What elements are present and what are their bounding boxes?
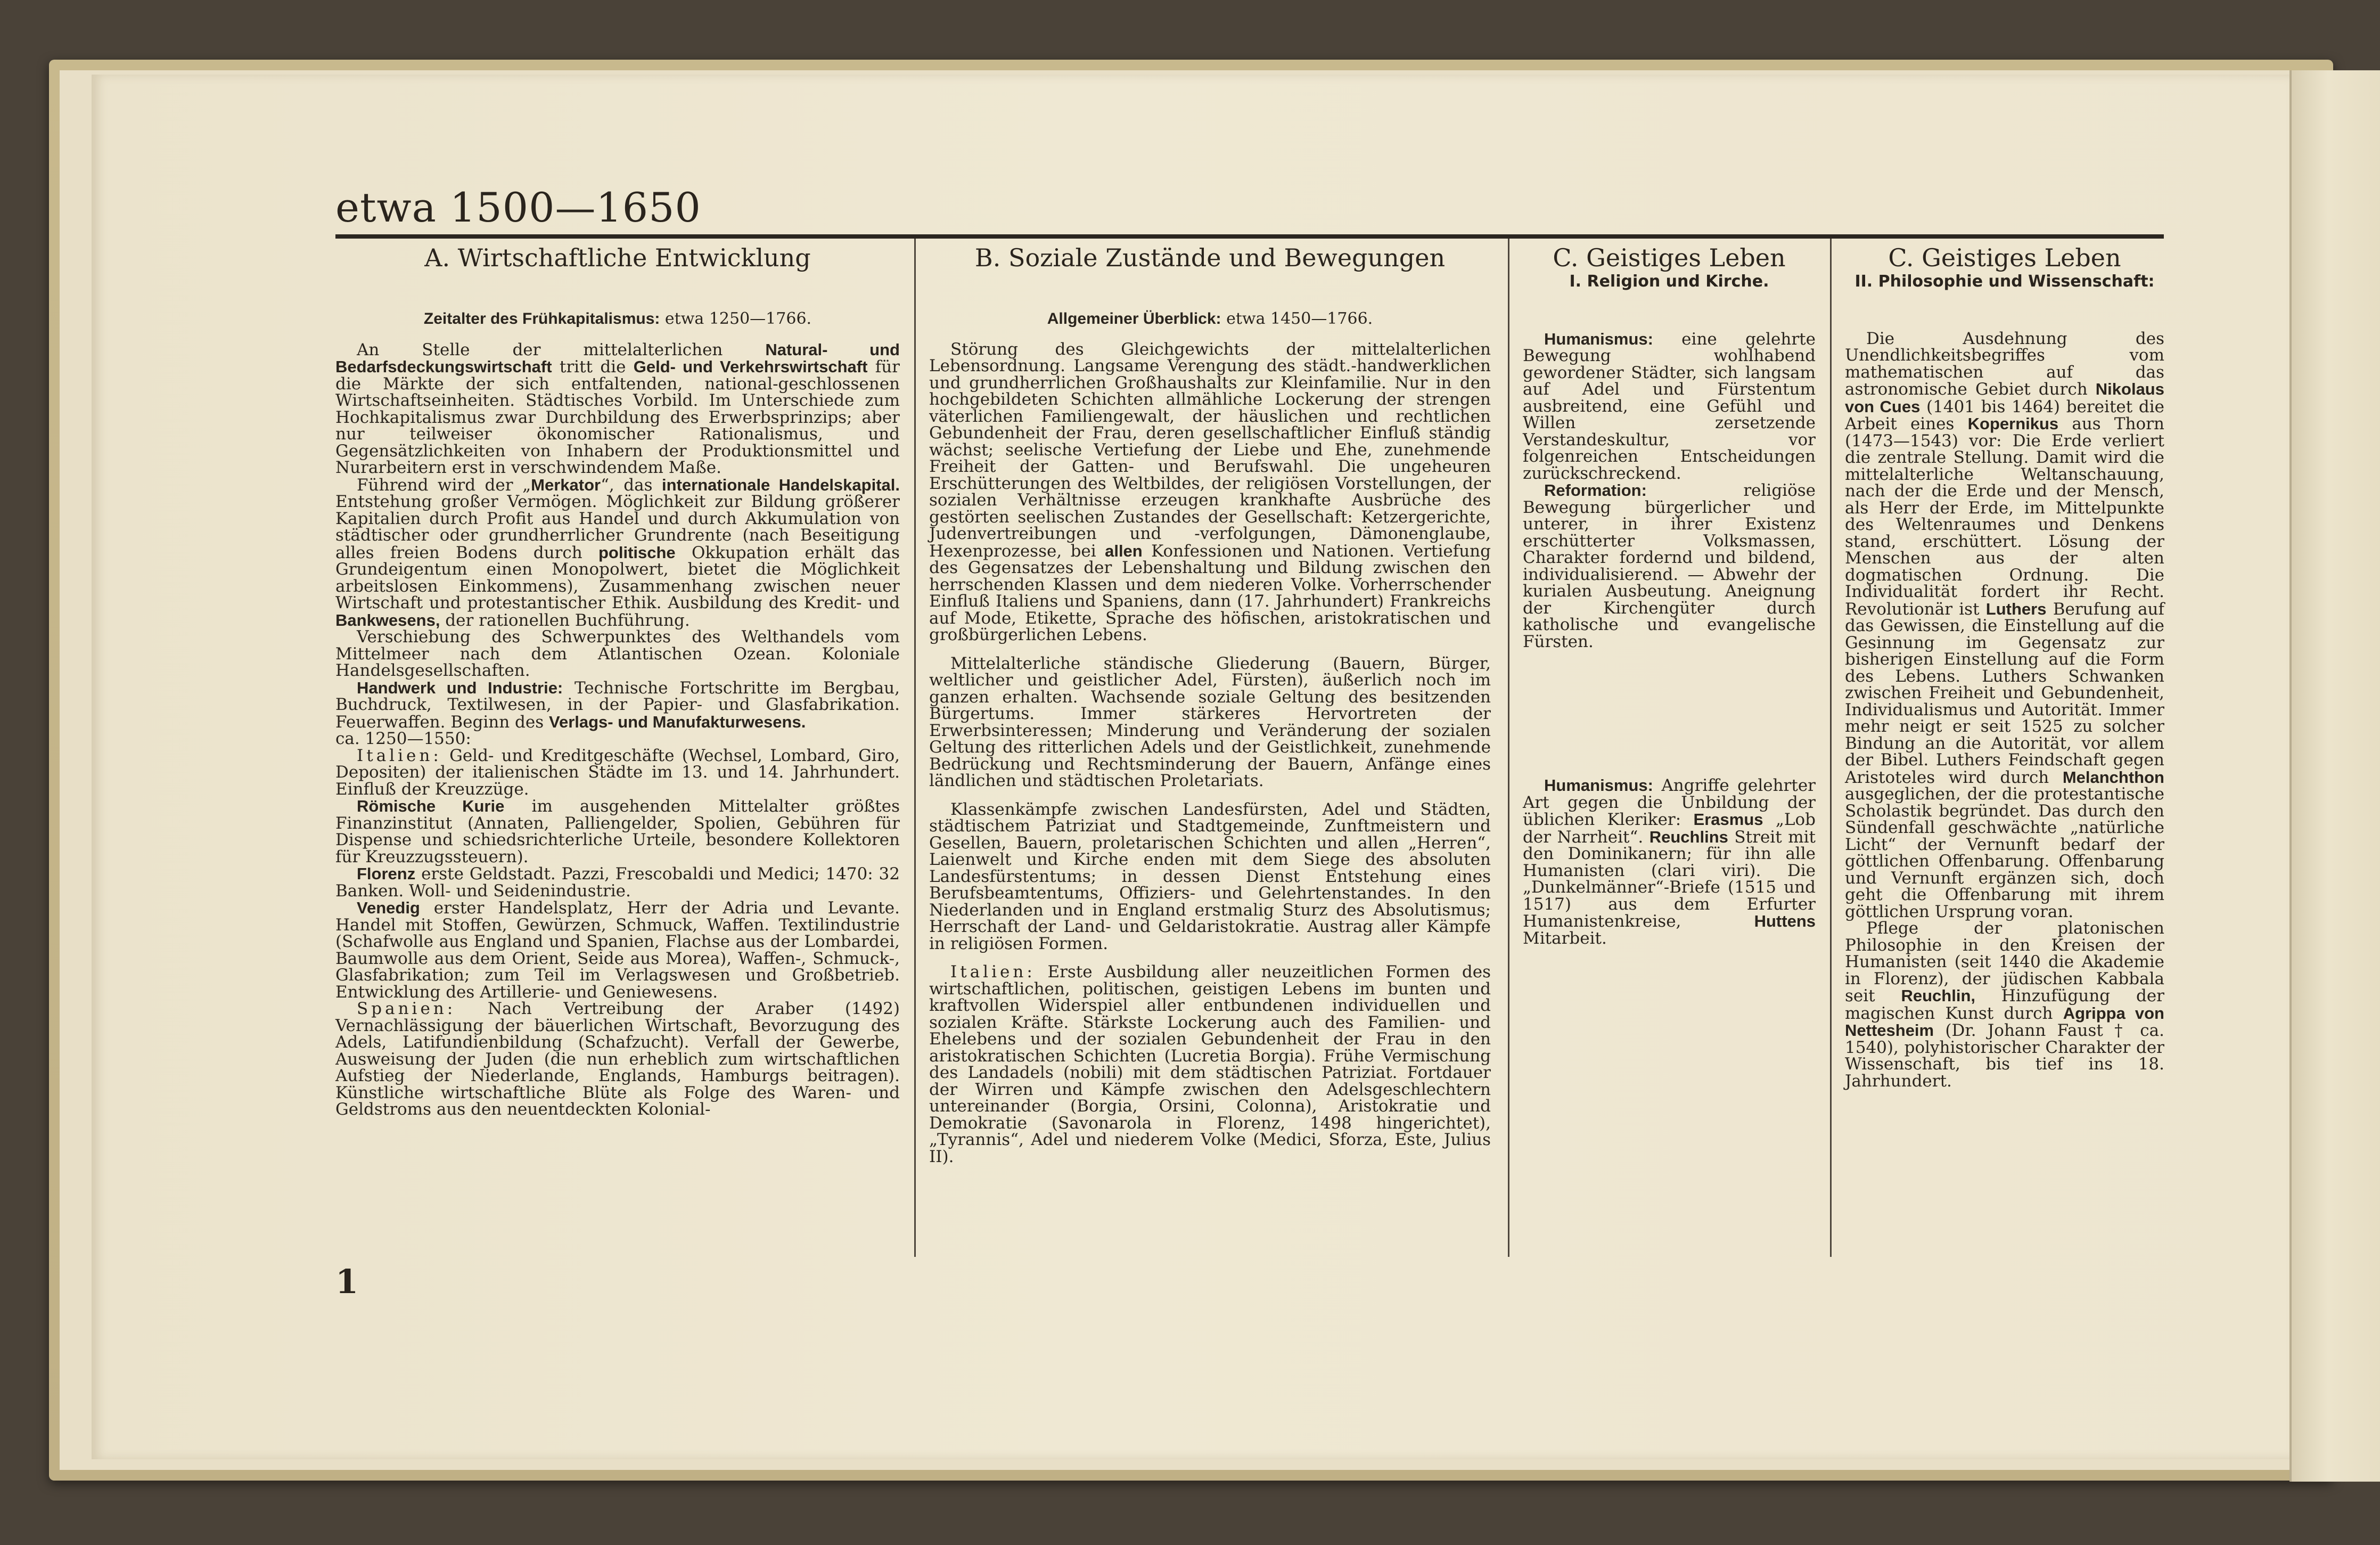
paragraph: Humanismus: eine gelehrte Bewegung wohlhabend gewordener Städter, sich langsam auf Adel und Fürstentum ausbreitend, eine Gefühl und Willen zersetzende Verstandeskultur, vor folgenreichen Entscheidungen zurückschreckend. [1523,329,1816,483]
next-page-edge [2289,70,2380,1482]
paragraph: Italien: Erste Ausbildung aller neuzeitlichen Formen des wirtschaftlichen, politischen, geistigen Lebens im bunten und kraftvollen Widerspiel aller entbundenen individuellen und sozialen Kräfte. Stärkste Lockerung auch des Familien- und Ehelebens und der sozialen Gebundenheit der Frau in den aristokratischen Schichten (Lucretia Borgia). Frühe Vermischung des Landadels (nobili) mit dem städtischen Patriziat. Fortdauer der Wirren und Kämpfe zwischen den Adelsgeschlechtern untereinander (Borgia, Orsini, Colonna), Aristokratie und Demokratie (Savonarola in Florenz, 1498 hingerichtet), „Tyrannis“, Adel und niederem Volke (Medici, Sforza, Este, Julius II). [929,962,1491,1166]
section-heading: Allgemeiner Überblick: etwa 1450—1766. [1047,309,1373,328]
paragraph: Die Ausdehnung des Unendlichkeitsbegriffes vom mathematischen auf das astronomische Gebiet durch Nikolaus von Cues (1401 bis 1464) bereitet die Arbeit eines Kopernikus aus Thorn (1473—1543) vor: Die Erde verliert die zentrale Stellung. Damit wird die mittelalterliche Weltanschauung, nach der die Erde und der Mensch, als Herr der Erde, im Mittelpunkte des Weltenraumes und Denkens stand, erschüttert. Lösung der Menschen aus der alten dogmatischen Ordnung. Die Individualität fordert ihr Recht. Revolutionär ist Luthers Berufung auf das Gewissen, die Einstellung auf die Gesinnung im Gegensatz zur bisherigen Einstellung auf die Form des Lebens. Luthers Schwanken zwischen Freiheit und Gebundenheit, Individualismus und Autorität. Immer mehr neigt er seit 1525 zu solcher Bindung an die Autorität, vor allem der Bibel. Luthers Feindschaft gegen Aristoteles wird durch Melanchthon ausgeglichen, der die protestantische Scholastik begründet. Das durch den Sündenfall geschwächte „natürliche Licht“ der Vernunft bedarf der göttlichen Offenbarung. Offenbarung und Vernunft ergänzen sich, doch geht die Offenbarung mit ihrem göttlichen Ursprung voran. [1845,329,2165,921]
paragraph: Pflege der platonischen Philosophie in den Kreisen der Humanisten (seit 1440 die Akademie in Florenz), der jüdischen Kabbala seit Reuchlin, Hinzufügung der magischen Kunst durch Agrippa von Nettesheim (Dr. Johann Faust † ca. 1540), polyhistorischer Charakter der Wissenschaft, bis tief ins 18. Jahrhundert. [1845,919,2164,1091]
column-divider [1830,239,1832,1257]
paragraph: An Stelle der mittelalterlichen Natural- und Bedarfsdeckungswirtschaft tritt die Geld- und Verkehrswirtschaft für die Märkte der sich entfaltenden, national-geschlossenen Wirtschaftseinheiten. Städtisches Vorbild. Im Unterschiede zum Hochkapitalismus zwar Durchbildung des Erwerbsprinzips; aber nur teilweiser ökonomischer Rationalismus, und Gegensätzlichkeiten von Inhabern der Produktionsmittel und Nurarbeitern erst in verschwindendem Maße. [335,340,900,477]
column-divider [1508,239,1509,1257]
paragraph: Mittelalterliche ständische Gliederung (Bauern, Bürger, weltlicher und geistlicher Adel, Fürsten), äußerlich noch im ganzen erhalten. Wachsende soziale Geltung des besitzenden Bürgertums. Immer stärkeres Hervortreten der Erwerbsinteressen; Minderung und Veränderung der sozialen Geltung des ritterlichen Adels und der Geistlichkeit, zunehmende Bedrückung und Rechtsminderung der Bauern, Anfänge eines ländlichen und städtischen Proletariats. [929,653,1491,790]
paragraph: Verschiebung des Schwerpunktes des Welthandels vom Mittelmeer nach dem Atlantischen Ozean. Koloniale Handelsgesellschaften. [335,627,900,680]
paragraph: Venedig erster Handelsplatz, Herr der Adria und Levante. Handel mit Stoffen, Gewürzen, Schmuck, Waffen. Textilindustrie (Schafwolle aus England und Spanien, Flachse aus der Lombardei, Baumwolle aus dem Orient, Seide aus Morea), Waffen-, Schmuck-, Glasfabrikation; zum Teil im Verlagswesen und Großbetrieb. Entwicklung des Artillerie- und Geniewesens. [335,898,900,1002]
column-economy [335,242,900,1118]
page-title: etwa 1500—1650 [335,184,701,231]
paragraph: Störung des Gleichgewichts der mittelalterlichen Lebensordnung. Langsame Verengung des städt.-handwerklichen und grundherrlichen Großhaushalts zur Kleinfamilie. Nur in den hochgebildeten Schichten allmähliche Lockerung der strengen väterlichen Familiengewalt, der häuslichen und rechtlichen Gebundenheit der Frau, deren gesellschaftlicher Einfluß ständig wächst; seelische Vertiefung der Liebe und Ehe, zunehmende Freiheit der Gatten- und Berufswahl. Die ungeheuren Erschütterungen des Weltbildes, der religiösen Vorstellungen, der sozialen Verhältnisse erzeugen krankhafte Ausbrüche des gestörten seelischen Zustandes der Gesellschaft: Ketzergerichte, Judenvertreibungen und -verfolgungen, Dämonenglaube, Hexenprozesse, bei allen Konfessionen und Nationen. Vertiefung des Gegensatzes der Lebenshaltung und Bildung zwischen den herrschenden Klassen und dem niederen Volke. Vorherrschender Einfluß Italiens und Spaniens, dann (17. Jahrhundert) Frankreichs auf Mode, Etikette, Sprache des höfischen, aristokratischen und großbürgerlichen Lebens. [929,339,1491,644]
column-heading: A. Wirtschaftliche Entwicklung [424,243,811,272]
paragraph: Italien: Geld- und Kreditgeschäfte (Wechsel, Lombard, Giro, Depositen) der italienischen Städte im 13. und 14. Jahrhundert. Einfluß der Kreuzzüge. [335,746,900,799]
paragraph: Florenz erste Geldstadt. Pazzi, Frescobaldi und Medici; 1470: 32 Banken. Woll- und Seidenindustrie. [335,864,900,901]
column-divider [914,239,916,1257]
paragraph: Klassenkämpfe zwischen Landesfürsten, Adel und Städten, städtischem Patriziat und Stadtgemeinde, Zunftmeistern und Gesellen, Bauern, proletarischen Schichten und allen „Herren“, Laienwelt und Kirche enden mit dem Siege des absoluten Landesfürstentums; in dessen Dienst Entstehung eines Berufsbeamtentums, Offiziers- und Gelehrtenstandes. In den Niederlanden und in England erstmalig Sturz des Absolutismus; Herrschaft der Land- und Geldaristokratie. Austrag aller Kämpfe in religiösen Formen. [929,799,1491,953]
column-heading: B. Soziale Zustände und Bewegungen [974,243,1446,272]
column-heading: C. Geistiges Leben [1553,243,1786,272]
column-social [929,242,1491,1165]
paragraph: Römische Kurie im ausgehenden Mittelalter größtes Finanzinstitut (Annaten, Palliengelder, Spolien, Gebühren für Dispense und schiedsrichterliche Urteile, besondere Kollektoren für Kreuzzugssteuern). [335,797,900,866]
paragraph: Führend wird der „Merkator“, das internationale Handelskapital. Entstehung großer Vermögen. Möglichkeit zur Bildung größerer Kapitalien durch Profit aus Handel und durch Akkumulation von städtischer oder grundherrlicher Grundrente (nach Beseitigung alles freien Bodens durch politische Okkupation erhält das Grundeigentum einen Monopolwert, bietet die Möglichkeit arbeitslosen Einkommens), Zusammenhang zwischen neuer Wirtschaft und protestantischer Ethik. Ausbildung des Kredit- und Bankwesens, der rationellen Buchführung. [335,475,900,630]
page-number: 1 [335,1262,359,1301]
column-subheading: II. Philosophie und Wissenschaft: [1854,272,2155,291]
paragraph: ca. 1250—1550: [335,729,471,748]
section-heading: Zeitalter des Frühkapitalismus: etwa 1250—1766. [423,309,812,328]
header-rule [335,234,2164,239]
column-heading: C. Geistiges Leben [1888,243,2121,272]
paragraph: Humanismus: Angriffe gelehrter Art gegen die Unbildung der üblichen Kleriker: Erasmus „Lob der Narrheit“. Reuchlins Streit mit den Dominikanern; für ihn alle Humanisten (clari viri). Die „Dunkelmänner“-Briefe (1515 und 1517) aus dem Erfurter Humanistenkreise, Huttens Mitarbeit. [1523,776,1816,948]
paragraph: Spanien: Nach Vertreibung der Araber (1492) Vernachlässigung der bäuerlichen Wirtschaft, Bevorzugung des Adels, Latifundienbildung (Schafzucht). Verfall der Gewerbe, Ausweisung der Juden (die nun erheblich zum wirtschaftlichen Aufstieg der Niederlande, Englands, Hamburgs beitragen). Künstliche wirtschaftliche Blüte als Folge des Waren- und Geldstroms aus den neuentdeckten Kolonial- [335,999,900,1119]
paragraph: Handwerk und Industrie: Technische Fortschritte im Bergbau, Buchdruck, Textilwesen, in der Papier- und Glasfabrikation. Feuerwaffen. Beginn des Verlags- und Manufakturwesens. [335,678,900,732]
column-philosophy [1845,242,2164,1090]
column-subheading: I. Religion und Kirche. [1569,272,1769,291]
column-religion [1523,242,1816,947]
paragraph: Reformation: religiöse Bewegung bürgerlicher und unterer, in ihrer Existenz erschütterter Volksmassen, Charakter fordernd und bildend, individualisierend. — Abwehr der kurialen Ausbeutung. Aneignung der Kirchengüter durch katholische und evangelische Fürsten. [1523,481,1816,651]
